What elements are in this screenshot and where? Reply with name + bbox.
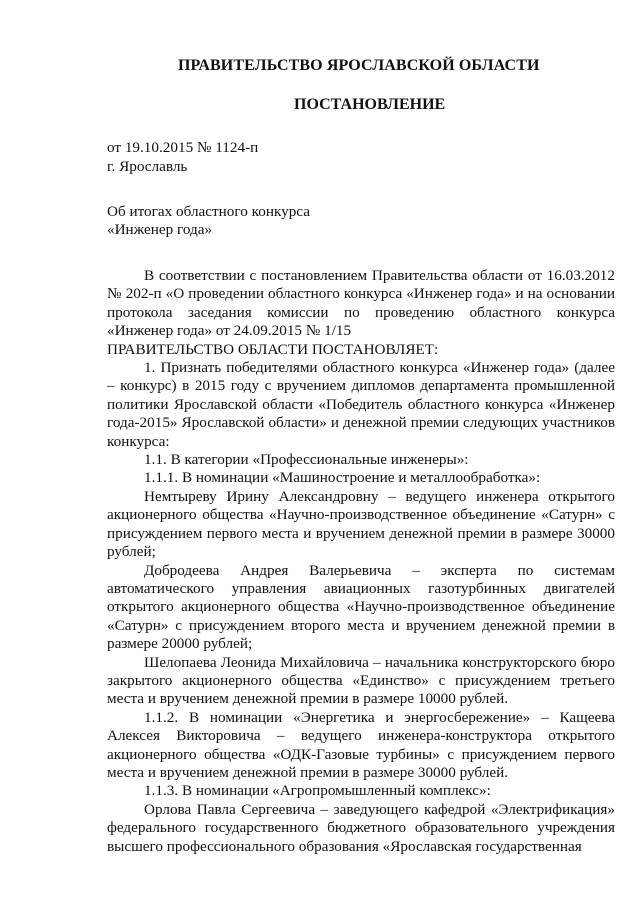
subject-line-1: Об итогах областного конкурса — [107, 203, 310, 220]
preamble-paragraph: В соответствии с постановлением Правительства области от 16.03.2012 № 202-п «О проведении областного конкурса «Инженер года» и на основании протокола заседания комиссии по проведению областного конкурса «Инженер года» от 24.09.2015 № 1/15 — [107, 267, 615, 340]
subject-line-2: «Инженер года» — [107, 221, 213, 238]
winner-paragraph-4: Орлова Павла Сергеевича – заведующего кафедрой «Электрификация» федерального государственного бюджетного образовательного учреждения высшего профессионального образования «Ярославская государственная — [107, 800, 615, 855]
item-1-paragraph: 1. Признать победителями областного конкурса «Инженер года» (далее – конкурс) в 2015 году с вручением дипломов департамента промышленной политики Ярославской области «Победитель областного конкурса «Инженер года-2015» Ярославской области» и денежной премии следующих участников конкурса: — [107, 359, 615, 450]
document-date-number: от 19.10.2015 № 1124-п — [107, 139, 259, 156]
resolution-statement: ПРАВИТЕЛЬСТВО ОБЛАСТИ ПОСТАНОВЛЯЕТ: — [107, 340, 439, 358]
item-1-1-1-heading: 1.1.1. В номинации «Машиностроение и металлообработка»: — [144, 469, 541, 487]
document-type-title: ПОСТАНОВЛЕНИЕ — [294, 96, 446, 113]
document-city: г. Ярославль — [107, 158, 188, 175]
winner-paragraph-1: Немтыреву Ирину Александровну – ведущего инженера открытого акционерного общества «Научно-производственное объединение «Сатурн» с присуждением первого места и вручением денежной премии в размере 30000 рублей; — [107, 487, 615, 561]
government-title: ПРАВИТЕЛЬСТВО ЯРОСЛАВСКОЙ ОБЛАСТИ — [178, 57, 540, 74]
winner-paragraph-3: Шелопаева Леонида Михайловича – начальника конструкторского бюро закрытого акционерного общества «Единство» с присуждением третьего места и вручением денежной премии в размере 10000 рублей. — [107, 653, 615, 708]
winner-paragraph-2: Добродеева Андрея Валерьевича – эксперта по системам автоматического управления авиационных газотурбинных двигателей открытого акционерного общества «Научно-производственное объединение «Сатурн» с присуждением второго места и вручением денежной премии в размере 20000 рублей; — [107, 561, 615, 653]
document-body — [107, 267, 615, 856]
item-1-1-3-heading: 1.1.3. В номинации «Агропромышленный комплекс»: — [144, 782, 491, 800]
item-1-1-2-paragraph: 1.1.2. В номинации «Энергетика и энергосбережение» – Кащеева Алексея Викторовича – ведущего инженера-конструктора открытого акционерного общества «ОДК-Газовые турбины» с присуждением первого места и вручением денежной премии в размере 30000 рублей. — [107, 708, 615, 781]
item-1-1-heading: 1.1. В категории «Профессиональные инженеры»: — [144, 451, 469, 469]
